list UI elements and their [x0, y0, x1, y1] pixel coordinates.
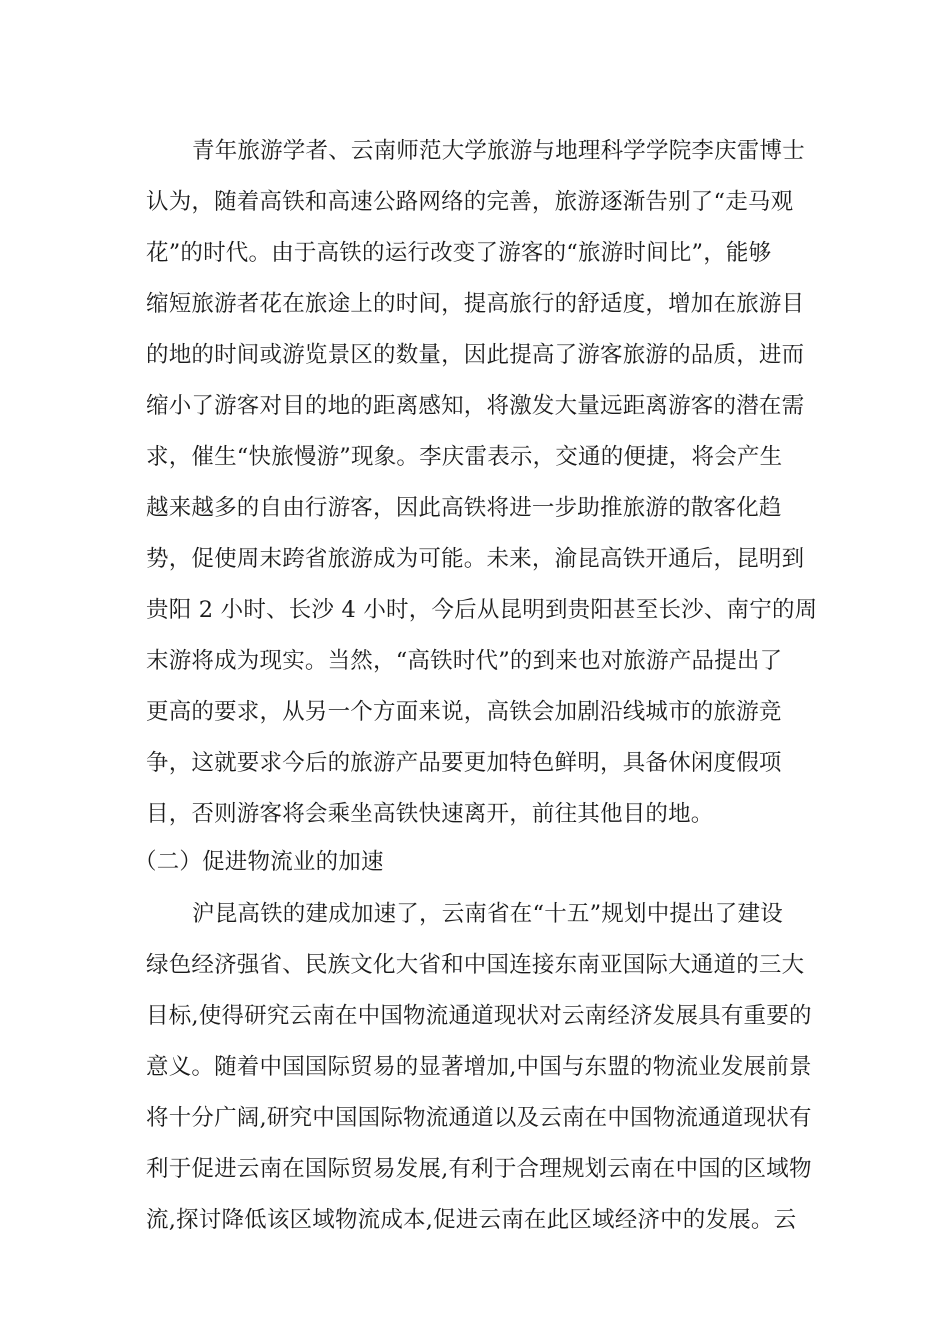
paragraph-2-line-3: 目标,使得研究云南在中国物流通道现状对云南经济发展具有重要的 [146, 1003, 812, 1029]
paragraph-1-line-14: 目，否则游客将会乘坐高铁快速离开，前往其他目的地。 [146, 801, 714, 827]
paragraph-1-line-11: 末游将成为现实。当然，“高铁时代”的到来也对旅游产品提出了 [146, 648, 783, 674]
paragraph-2-line-4: 意义。随着中国国际贸易的显著增加,中国与东盟的物流业发展前景 [146, 1054, 812, 1080]
paragraph-1-line-13: 争，这就要求今后的旅游产品要更加特色鲜明，具备休闲度假项 [146, 750, 782, 776]
paragraph-1-line-10: 贵阳 2 小时、长沙 4 小时，今后从昆明到贵阳甚至长沙、南宁的周 [146, 597, 818, 623]
paragraph-1-line-3: 花”的时代。由于高铁的运行改变了游客的“旅游时间比”，能够 [146, 240, 772, 266]
paragraph-2-line-5: 将十分广阔,研究中国国际物流通道以及云南在中国物流通道现状有 [146, 1105, 812, 1131]
paragraph-1-line-4: 缩短旅游者花在旅途上的时间，提高旅行的舒适度，增加在旅游目 [146, 291, 805, 317]
paragraph-1-line-1: 青年旅游学者、云南师范大学旅游与地理科学学院李庆雷博士 [192, 138, 805, 164]
paragraph-2-line-6: 利于促进云南在国际贸易发展,有利于合理规划云南在中国的区域物 [146, 1156, 812, 1182]
paragraph-2-line-7: 流,探讨降低该区域物流成本,促进云南在此区域经济中的发展。云 [146, 1207, 797, 1233]
paragraph-1-line-5: 的地的时间或游览景区的数量，因此提高了游客旅游的品质，进而 [146, 342, 805, 368]
paragraph-1-line-7: 求，催生“快旅慢游”现象。李庆雷表示，交通的便捷，将会产生 [146, 444, 783, 470]
section-heading: （二）促进物流业的加速 [134, 849, 384, 875]
paragraph-1-line-2: 认为，随着高铁和高速公路网络的完善，旅游逐渐告别了“走马观 [146, 189, 794, 215]
paragraph-1-line-6: 缩小了游客对目的地的距离感知，将激发大量远距离游客的潜在需 [146, 393, 805, 419]
paragraph-1-line-12: 更高的要求，从另一个方面来说，高铁会加剧沿线城市的旅游竞 [146, 699, 782, 725]
paragraph-1-line-8: 越来越多的自由行游客，因此高铁将进一步助推旅游的散客化趋 [146, 495, 782, 521]
paragraph-2-line-2: 绿色经济强省、民族文化大省和中国连接东南亚国际大通道的三大 [146, 952, 805, 978]
paragraph-2-line-1: 沪昆高铁的建成加速了，云南省在“十五”规划中提出了建设 [192, 901, 783, 927]
paragraph-1-line-9: 势，促使周末跨省旅游成为可能。未来，渝昆高铁开通后，昆明到 [146, 546, 805, 572]
